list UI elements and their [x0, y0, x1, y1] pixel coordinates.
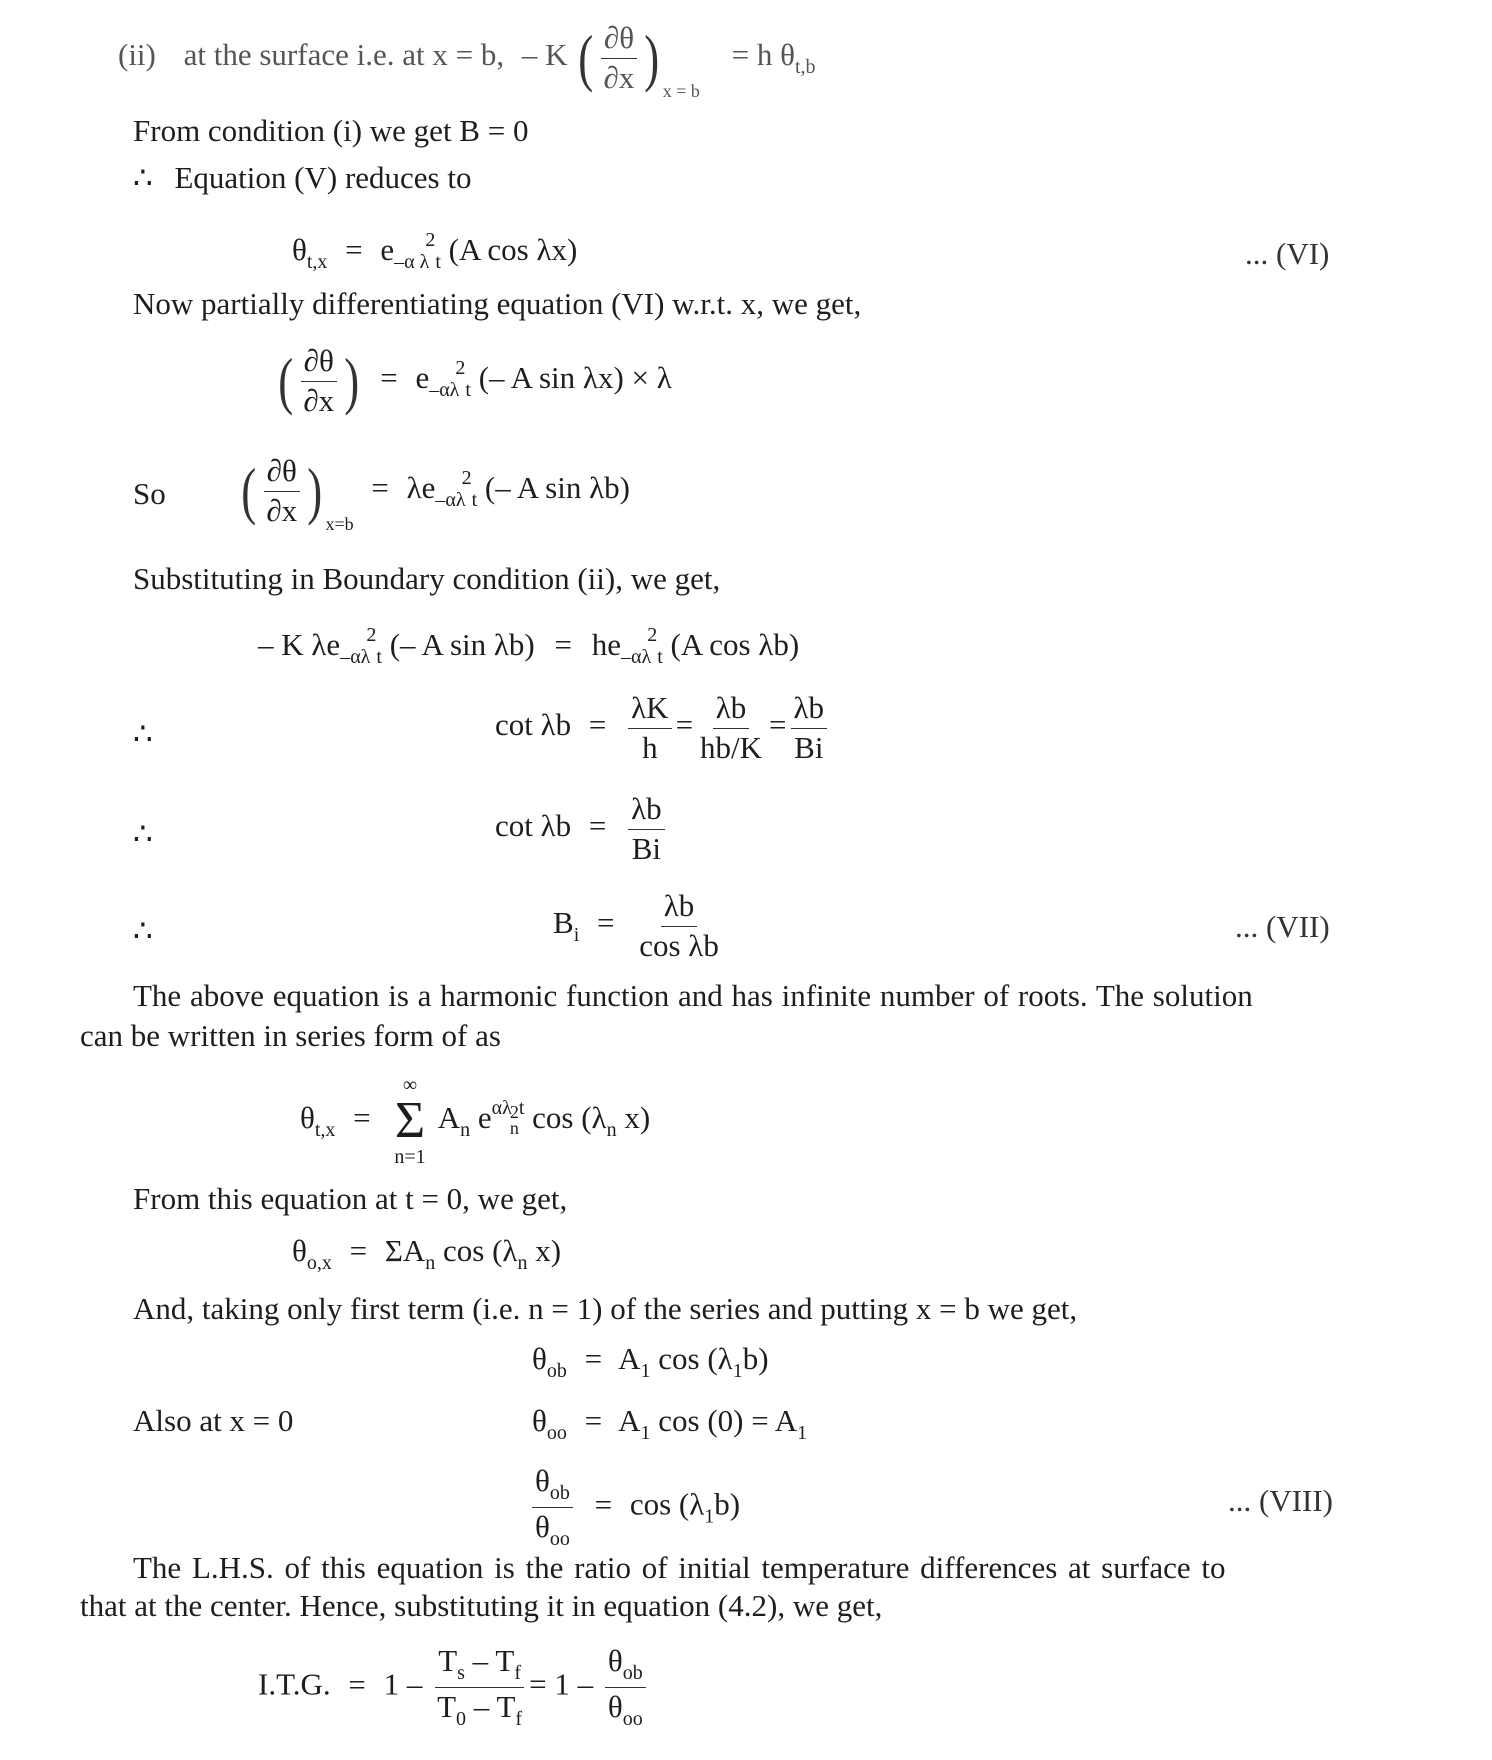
lhs: cot λb	[495, 808, 572, 844]
coefficient-subscript: n	[460, 1119, 471, 1142]
summation	[394, 1075, 425, 1167]
exponent-superscript: 2	[509, 1102, 519, 1123]
rhs-rest: (– A sin λb)	[484, 470, 630, 506]
sub-f: f	[515, 1708, 523, 1730]
paragraph-harmonic-line-2: can be written in series form of as	[80, 1018, 501, 1053]
denominator	[605, 1688, 646, 1730]
theta: θ	[535, 1509, 550, 1544]
right-paren: )	[307, 455, 323, 527]
biot-equation	[553, 890, 726, 962]
fraction	[636, 890, 722, 962]
sub-0: 0	[456, 1708, 467, 1730]
denominator: ∂x	[266, 492, 298, 528]
numerator: λb	[713, 692, 750, 729]
boundary-substitution-equation	[258, 625, 799, 667]
lambda-subscript: n	[517, 1252, 528, 1274]
denominator: ∂x	[303, 382, 335, 418]
boundary-condition-ii	[118, 22, 816, 100]
minus-k: – K	[521, 37, 568, 73]
lhs-rest: (– A sin λb)	[389, 627, 535, 662]
coefficient-subscript: 1	[640, 1422, 651, 1444]
lhs-base: – K λe	[258, 627, 341, 662]
theta-subscript: oo	[622, 1708, 643, 1730]
therefore-symbol: ∴	[133, 716, 153, 751]
condition-label: (ii)	[118, 37, 156, 73]
paragraph-lhs-line-1: The L.H.S. of this equation is the ratio of initial temperature differences at surface to	[133, 1550, 1226, 1585]
lambda-subscript: 1	[704, 1505, 715, 1528]
equals: =	[349, 1233, 368, 1268]
theta: θ	[532, 1403, 547, 1438]
lhs: B	[553, 905, 574, 941]
theta: θ	[292, 1233, 307, 1268]
sub-s: s	[457, 1662, 465, 1684]
derivative-at-b-equation	[238, 455, 630, 533]
temperature-fraction	[434, 1645, 525, 1730]
cos-part: cos (λ	[532, 1100, 607, 1136]
equals: =	[584, 1341, 603, 1376]
coefficient: A	[437, 1100, 461, 1136]
theta: θ	[535, 1463, 550, 1498]
itg-label: I.T.G.	[258, 1666, 331, 1702]
lhs-subscript: i	[573, 924, 580, 947]
exp-subscript: –α λ	[394, 251, 430, 273]
equals: =	[675, 707, 694, 743]
theta-subscript: t,x	[306, 251, 328, 273]
also-at-x0-label: Also at x = 0	[133, 1403, 294, 1438]
paragraph-lhs-line-2: that at the center. Hence, substituting it in equation (4.2), we get,	[80, 1588, 883, 1623]
exp-subscript: –αλ	[340, 646, 371, 668]
t-0: T	[437, 1689, 457, 1724]
now-partially-line: Now partially differentiating equation (VI) w.r.t. x, we get,	[133, 286, 862, 321]
rhs-rest: (A cos λb)	[670, 627, 800, 662]
taking-first-term-line: And, taking only first term (i.e. n = 1) of the series and putting x = b we get,	[133, 1291, 1078, 1326]
theta-oo-equation	[532, 1405, 807, 1443]
upper-limit: ∞	[402, 1074, 418, 1096]
partial-derivative	[300, 345, 337, 417]
cos-part: cos (λ	[658, 1341, 733, 1376]
equals: =	[597, 905, 615, 941]
sub-f: f	[514, 1662, 521, 1684]
numerator: λb	[628, 793, 665, 830]
rhs: = h θ	[731, 37, 795, 73]
left-paren: (	[578, 22, 594, 94]
exp-t: t	[376, 646, 382, 668]
equation-reduces-line	[133, 162, 471, 193]
denominator	[532, 1508, 573, 1550]
fraction-3	[791, 692, 828, 764]
fraction-2	[697, 692, 765, 764]
theta: θ	[532, 1341, 547, 1376]
rhs-rest: (A cos λx)	[448, 232, 578, 267]
exp-base: λe	[406, 470, 436, 506]
one-minus: 1 –	[383, 1666, 423, 1702]
reduces-text: Equation (V) reduces to	[174, 160, 472, 195]
equation-number-vi: ... (VI)	[1245, 236, 1330, 271]
theta-subscript: t,x	[314, 1119, 336, 1142]
theta: θ	[607, 1643, 623, 1678]
cos-end: b)	[742, 1341, 769, 1376]
lhs: cot λb	[495, 707, 572, 743]
numerator: λb	[791, 692, 828, 729]
rhs-subscript: t,b	[794, 56, 816, 79]
denominator: ∂x	[603, 59, 635, 95]
left-paren: (	[241, 455, 257, 527]
exponent-t: t	[518, 1097, 525, 1120]
rhs-exp-superscript: 2	[647, 624, 658, 646]
rhs-rest: (– A sin λx) × λ	[478, 360, 672, 396]
cot-equation-1	[495, 692, 831, 764]
exp-t: t	[471, 489, 478, 512]
t-s: T	[438, 1643, 458, 1678]
equals: =	[353, 1100, 371, 1136]
coefficient: A	[618, 1403, 641, 1438]
theta: θ	[607, 1689, 623, 1724]
numerator: ∂θ	[301, 345, 337, 382]
cos-end: x)	[535, 1233, 562, 1268]
exp-base: e	[477, 1100, 492, 1136]
equals: =	[584, 1403, 603, 1438]
exp-superscript: 2	[455, 357, 466, 380]
cos-end: x)	[624, 1100, 651, 1136]
sigma-symbol: Σ	[394, 1092, 426, 1149]
cos-part: cos (λ	[629, 1486, 705, 1522]
theta-subscript: oo	[546, 1422, 567, 1444]
coefficient: A	[618, 1341, 641, 1376]
exp-superscript: 2	[461, 467, 472, 490]
from-condition-line: From condition (i) we get B = 0	[133, 113, 529, 148]
denominator: hb/K	[700, 729, 763, 765]
therefore-symbol: ∴	[133, 913, 153, 948]
rhs-exp-t: t	[657, 646, 663, 668]
theta-ob-equation	[532, 1343, 769, 1381]
exp-t: t	[435, 251, 441, 273]
theta-subscript: ob	[622, 1662, 643, 1684]
exp-base: e	[415, 360, 430, 396]
equals: =	[554, 627, 572, 662]
equation-vi	[292, 230, 577, 272]
numerator	[532, 1465, 573, 1508]
exp-superscript: 2	[366, 624, 377, 646]
right-paren: )	[344, 345, 360, 417]
denominator: Bi	[631, 830, 662, 866]
exponent-sup-sub	[509, 1102, 519, 1139]
denominator: h	[642, 729, 658, 765]
numerator: ∂θ	[264, 455, 300, 492]
itg-equation	[258, 1645, 650, 1730]
fraction	[628, 793, 665, 865]
therefore-symbol: ∴	[133, 160, 153, 195]
rhs-base: he	[591, 627, 622, 662]
equals: =	[371, 470, 389, 506]
equation-number-viii: ... (VIII)	[1228, 1483, 1334, 1518]
fraction-1	[628, 692, 671, 764]
series-solution-equation	[300, 1075, 650, 1167]
partial-derivative	[601, 22, 638, 94]
numerator: λb	[661, 890, 698, 927]
equals: =	[594, 1486, 613, 1522]
paragraph-harmonic-line-1: The above equation is a harmonic function and has infinite number of roots. The solution	[133, 978, 1253, 1013]
equals: =	[345, 232, 363, 267]
cos-end: b)	[714, 1486, 741, 1522]
equals: =	[588, 707, 607, 743]
theta: θ	[292, 232, 307, 267]
rhs-exp-subscript: –αλ	[621, 646, 652, 668]
theta-ratio	[532, 1465, 573, 1550]
theta-subscript: o,x	[306, 1252, 332, 1274]
ratio-equation	[528, 1465, 740, 1550]
numerator: λK	[628, 692, 671, 729]
numerator	[605, 1645, 646, 1688]
left-paren: (	[278, 345, 294, 417]
eval-subscript: x=b	[325, 514, 354, 535]
coefficient-subscript: 1	[640, 1360, 651, 1382]
lower-limit: n=1	[394, 1146, 426, 1168]
condition-text: at the surface i.e. at x = b,	[183, 37, 505, 73]
result-subscript: 1	[797, 1422, 808, 1444]
minus-t: – T	[464, 1643, 515, 1678]
denominator: Bi	[794, 729, 824, 765]
exp-t: t	[465, 379, 471, 402]
lambda-subscript: 1	[732, 1360, 743, 1382]
theta-fraction	[605, 1645, 646, 1730]
cot-equation-2	[495, 793, 669, 865]
cos-part: cos (λ	[443, 1233, 518, 1268]
theta-subscript: ob	[549, 1482, 570, 1504]
initial-series-equation	[292, 1235, 561, 1273]
exp-subscript: –αλ	[429, 379, 460, 402]
therefore-symbol: ∴	[133, 816, 153, 851]
minus-t: – T	[466, 1689, 516, 1724]
so-label: So	[133, 476, 166, 511]
equals: =	[380, 360, 398, 396]
equals: =	[769, 707, 787, 743]
substituting-line: Substituting in Boundary condition (ii), we get,	[133, 561, 721, 596]
denominator	[434, 1688, 525, 1730]
cos-zero: cos (0) = A	[658, 1403, 798, 1438]
exp-superscript: 2	[425, 229, 436, 251]
from-this-equation-line: From this equation at t = 0, we get,	[133, 1181, 568, 1216]
equation-number-vii: ... (VII)	[1235, 909, 1330, 944]
numerator	[435, 1645, 524, 1688]
denominator: cos λb	[639, 927, 719, 963]
eval-subscript: x = b	[662, 81, 700, 102]
exponent-subscript: n	[509, 1118, 519, 1139]
equals-one-minus: = 1 –	[529, 1666, 594, 1702]
sum-coefficient: ΣA	[384, 1233, 426, 1268]
derivative-equation	[275, 345, 672, 417]
theta: θ	[300, 1100, 315, 1136]
numerator: ∂θ	[601, 22, 637, 59]
partial-derivative	[263, 455, 300, 527]
coefficient-subscript: n	[425, 1252, 436, 1274]
lambda-subscript: n	[606, 1119, 617, 1142]
exp-subscript: –αλ	[435, 489, 466, 512]
theta-subscript: oo	[549, 1528, 570, 1550]
equals: =	[588, 808, 607, 844]
equals: =	[348, 1666, 366, 1702]
right-paren: )	[644, 22, 660, 94]
exponent: αλ	[491, 1097, 512, 1120]
theta-subscript: ob	[546, 1360, 567, 1382]
exp-base: e	[380, 232, 395, 267]
